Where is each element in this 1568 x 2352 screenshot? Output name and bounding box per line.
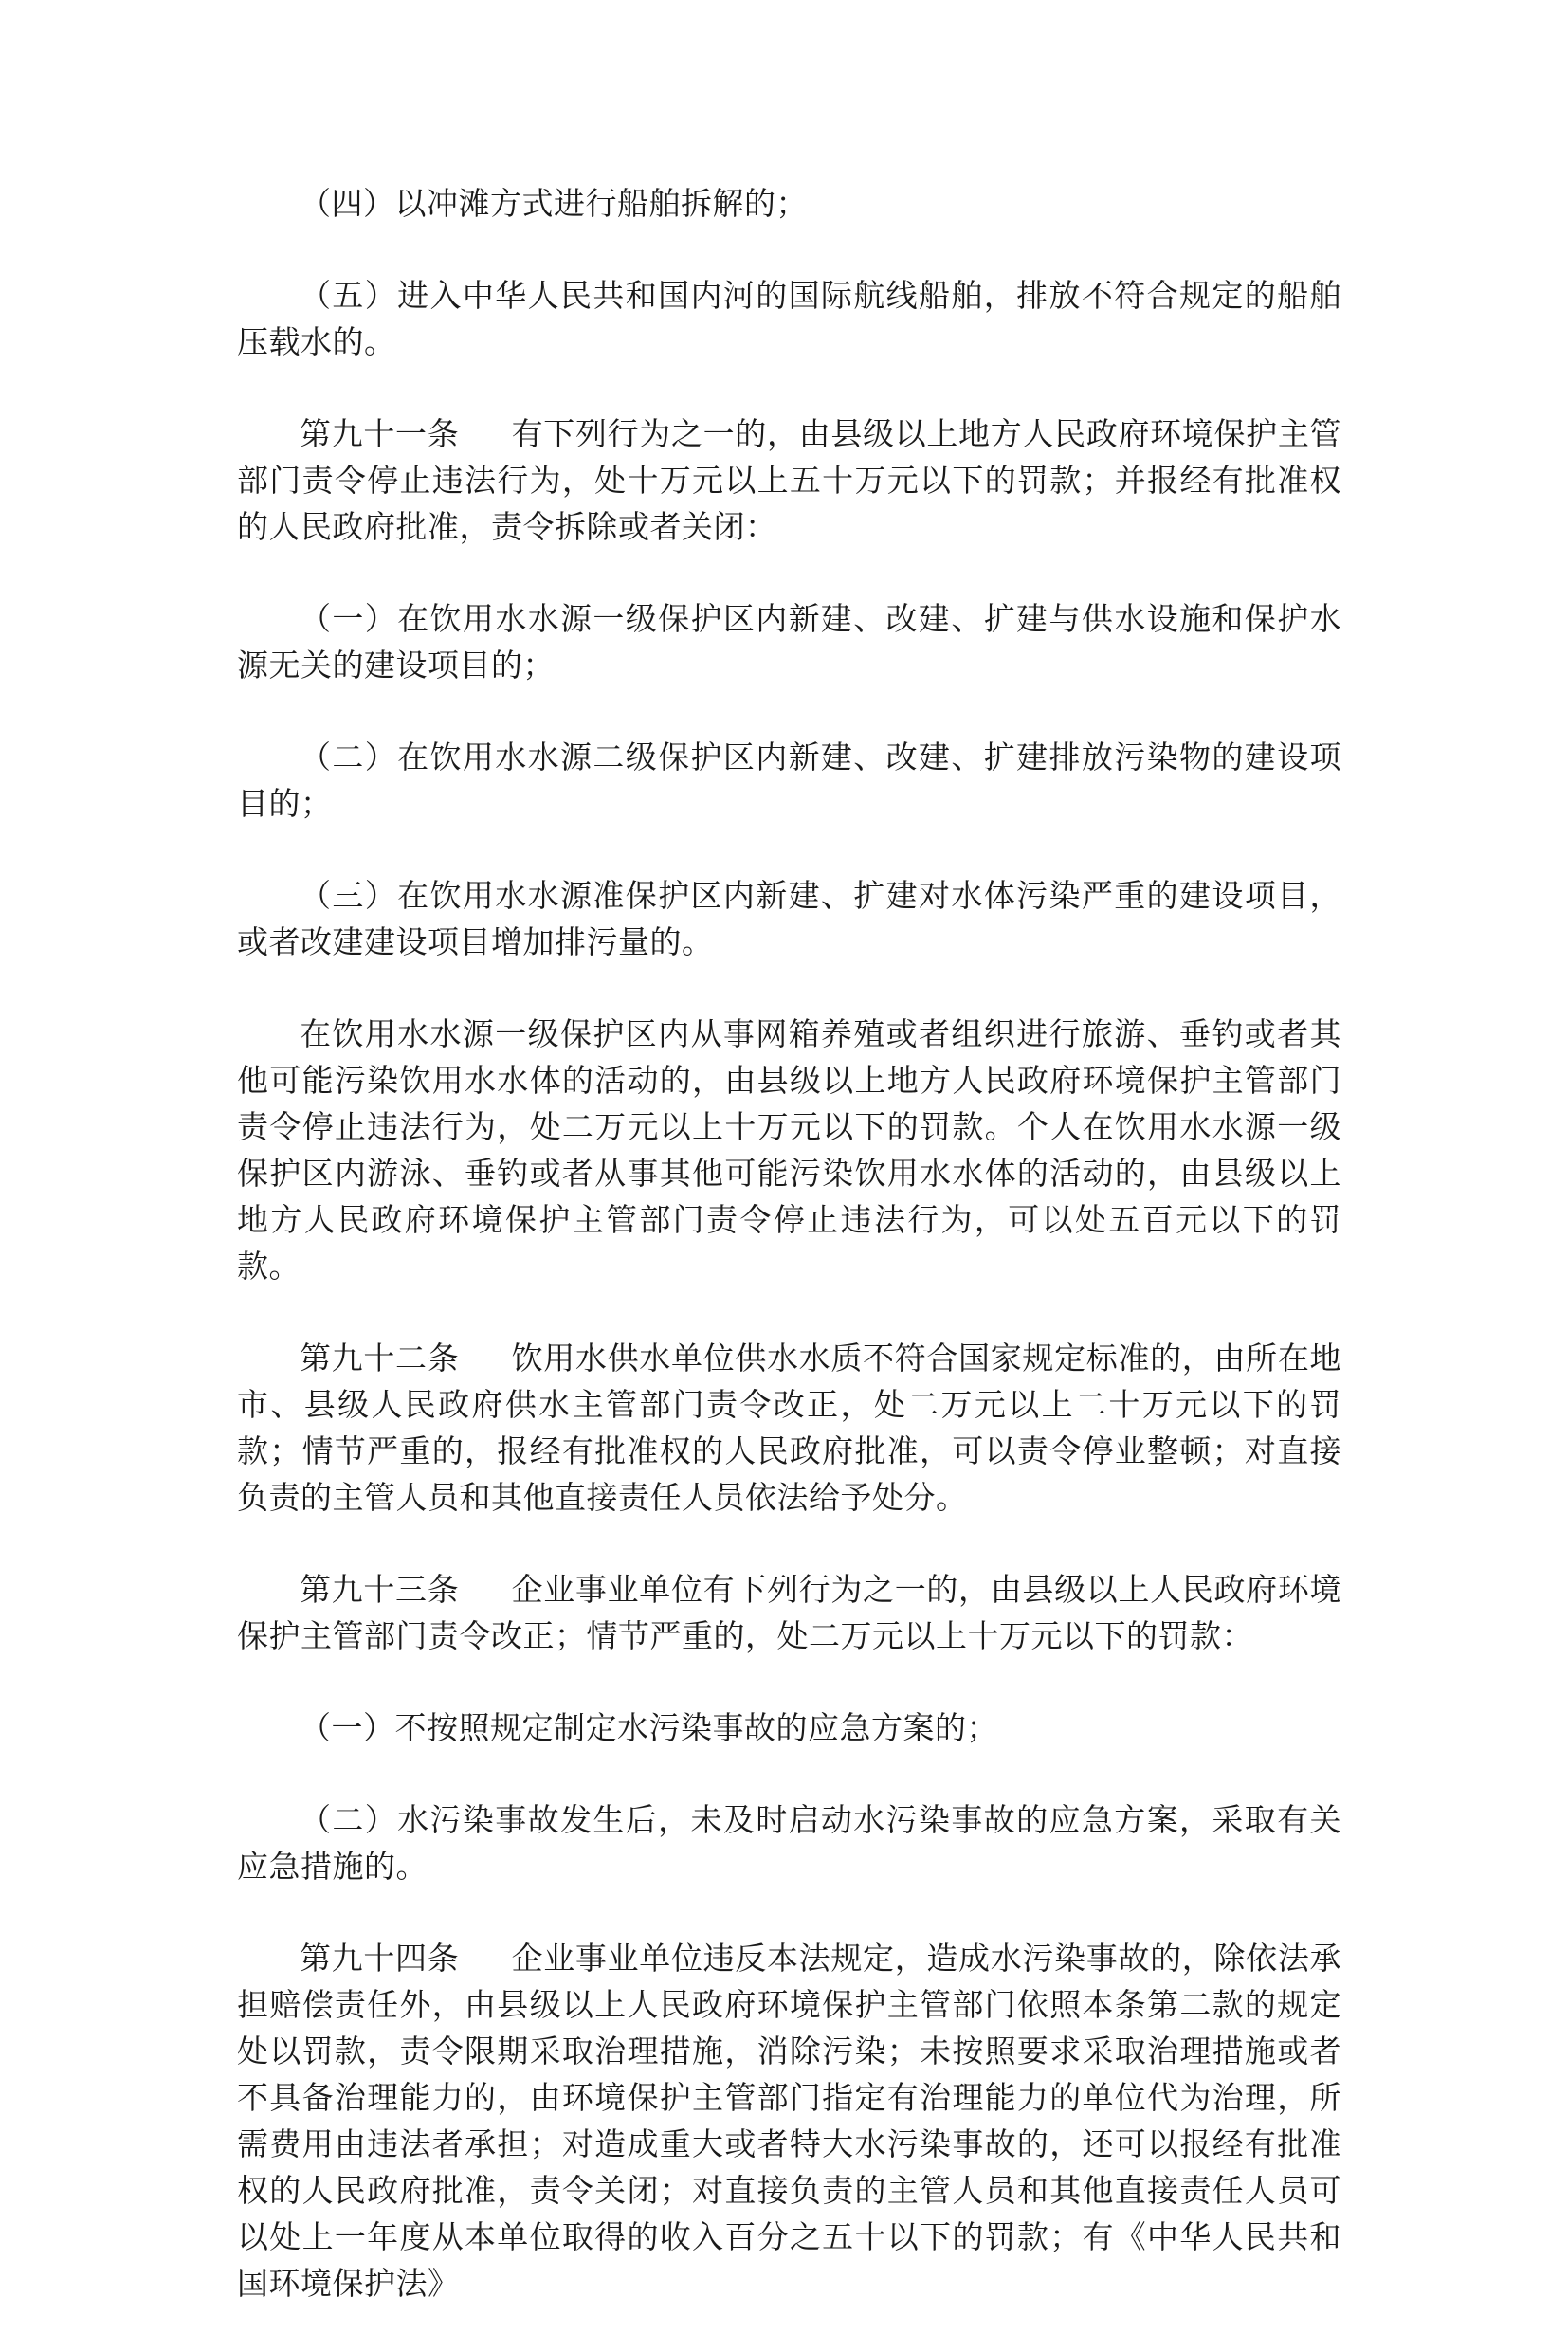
article-92 — [237, 1335, 1341, 1521]
article-number: 第九十三条 — [300, 1571, 460, 1608]
article-number: 第九十二条 — [300, 1340, 460, 1377]
paragraph-clause: 在饮用水水源一级保护区内从事网箱养殖或者组织进行旅游、垂钓或者其他可能污染饮用水水体的活动的，由县级以上地方人民政府环境保护主管部门责令停止违法行为，处二万元以上十万元以下的罚款。个人在饮用水水源一级保护区内游泳、垂钓或者从事其他可能污染饮用水水体的活动的，由县级以上地方人民政府环境保护主管部门责令停止违法行为，可以处五百元以下的罚款。 — [237, 1015, 1341, 1285]
article-93 — [237, 1566, 1341, 1659]
article-text: 企业事业单位违反本法规定，造成水污染事故的，除依法承担赔偿责任外，由县级以上人民政府环境保护主管部门依照本条第二款的规定处以罚款，责令限期采取治理措施，消除污染；未按照要求采取治理措施或者不具备治理能力的，由环境保护主管部门指定有治理能力的单位代为治理，所需费用由违法者承担；对造成重大或者特大水污染事故的，还可以报经有批准权的人民政府批准，责令关闭；对直接负责的主管人员和其他直接责任人员可以处上一年度从本单位取得的收入百分之五十以下的罚款；有《中华人民共和国环境保护法》 — [237, 1940, 1342, 2302]
paragraph-item-2b: （二）水污染事故发生后，未及时启动水污染事故的应急方案，采取有关应急措施的。 — [237, 1801, 1341, 1885]
paragraph-item-1: （一）在饮用水水源一级保护区内新建、改建、扩建与供水设施和保护水源无关的建设项目的； — [237, 600, 1341, 684]
paragraph-item-2: （二）在饮用水水源二级保护区内新建、改建、扩建排放污染物的建设项目的； — [237, 738, 1341, 822]
article-text: 企业事业单位有下列行为之一的，由县级以上人民政府环境保护主管部门责令改正；情节严重的，处二万元以上十万元以下的罚款： — [237, 1571, 1342, 1654]
paragraph-item-4: （四）以冲滩方式进行船舶拆解的； — [300, 185, 808, 222]
paragraph-item-3: （三）在饮用水水源准保护区内新建、扩建对水体污染严重的建设项目，或者改建建设项目增加排污量的。 — [237, 877, 1341, 960]
article-text: 有下列行为之一的，由县级以上地方人民政府环境保护主管部门责令停止违法行为，处十万元以上五十万元以下的罚款；并报经有批准权的人民政府批准，责令拆除或者关闭： — [237, 415, 1342, 545]
article-text: 饮用水供水单位供水水质不符合国家规定标准的，由所在地市、县级人民政府供水主管部门责令改正，处二万元以上二十万元以下的罚款；情节严重的，报经有批准权的人民政府批准，可以责令停业整顿；对直接负责的主管人员和其他直接责任人员依法给予处分。 — [237, 1340, 1342, 1516]
article-number: 第九十四条 — [300, 1940, 460, 1977]
paragraph-item-1b: （一）不按照规定制定水污染事故的应急方案的； — [300, 1709, 998, 1746]
article-number: 第九十一条 — [300, 415, 460, 452]
article-94 — [237, 1935, 1341, 2306]
article-91 — [237, 410, 1341, 550]
document-page — [237, 180, 1341, 2352]
paragraph-item-5: （五）进入中华人民共和国内河的国际航线船舶，排放不符合规定的船舶压载水的。 — [237, 277, 1341, 360]
